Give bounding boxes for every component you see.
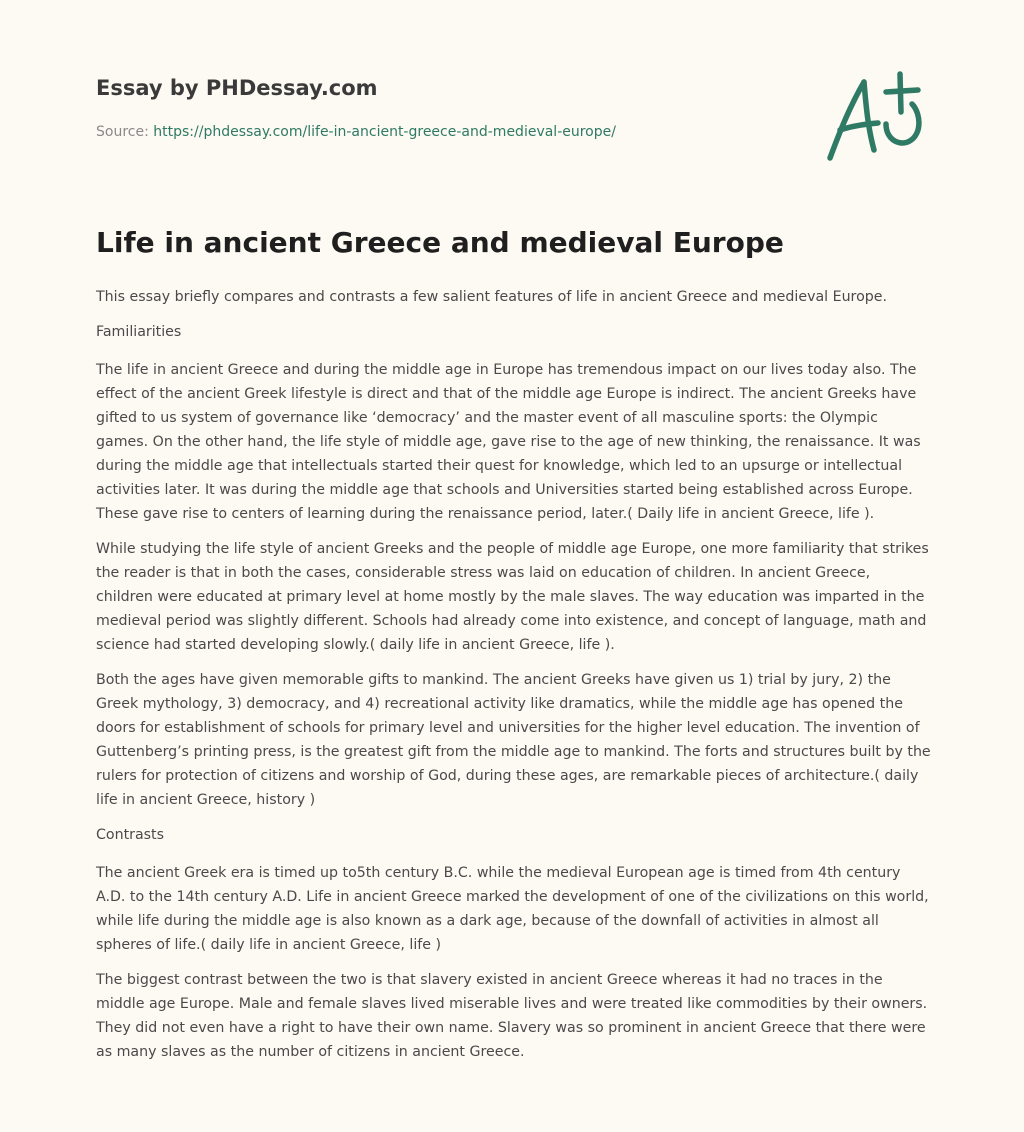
essay-paragraph: While studying the life style of ancient Greeks and the people of middle age Europe, one more familiarity that strikes the reader is that in both the cases, considerable stress was laid on education of children. In ancient Greece, children were educated at primary level at home mostly by the male slaves. The way education was imparted in the medieval period was slightly different. Schools had already come into existence, and concept of language, math and science had started developing slowly.( daily life in ancient Greece, life ). (96, 541, 929, 653)
a-plus-logo-icon (820, 66, 930, 166)
essay-title: Life in ancient Greece and medieval Europe (96, 226, 784, 259)
section-heading-contrasts: Contrasts (96, 827, 165, 843)
section-heading-familiarities: Familiarities (96, 324, 182, 340)
source-label: Source: (96, 124, 154, 140)
essay-paragraph: The life in ancient Greece and during the middle age in Europe has tremendous impact on our lives today also. The effect of the ancient Greek lifestyle is direct and that of the middle age Europe is indirect. The ancient Greeks have gifted to us system of governance like ‘democracy’ and the master event of all masculine sports: the Olympic games. On the other hand, the life style of middle age, gave rise to the age of new thinking, the renaissance. It was during the middle age that intellectuals started their quest for knowledge, which led to an upsurge or intellectual activities later. It was during the middle age that schools and Universities started being established across Europe. These gave rise to centers of learning during the renaissance period, later.( Daily life in ancient Greece, life ). (96, 362, 921, 522)
essay-paragraph: Both the ages have given memorable gifts to mankind. The ancient Greeks have given us 1) trial by jury, 2) the Greek mythology, 3) democracy, and 4) recreational activity like dramatics, while the middle age has opened the doors for establishment of schools for primary level and universities for the higher level education. The invention of Guttenberg’s printing press, is the greatest gift from the middle age to mankind. The forts and structures built by the rulers for protection of citizens and worship of God, during these ages, are remarkable pieces of architecture.( daily life in ancient Greece, history ) (96, 672, 931, 808)
essay-paragraph: The ancient Greek era is timed up to5th century B.C. while the medieval European age is timed from 4th century A.D. to the 14th century A.D. Life in ancient Greece marked the development of one of the civilizations on this world, while life during the middle age is also known as a dark age, because of the downfall of activities in almost all spheres of life.( daily life in ancient Greece, life ) (96, 865, 929, 953)
source-link[interactable]: https://phdessay.com/life-in-ancient-greece-and-medieval-europe/ (153, 124, 616, 140)
essay-paragraph: This essay briefly compares and contrasts a few salient features of life in ancient Greece and medieval Europe. (96, 289, 888, 305)
site-brand: Essay by PHDessay.com (96, 76, 378, 100)
source-line (96, 124, 616, 140)
essay-paragraph: The biggest contrast between the two is that slavery existed in ancient Greece whereas it had no traces in the middle age Europe. Male and female slaves lived miserable lives and were treated like commodities by their owners. They did not even have a right to have their own name. Slavery was so prominent in ancient Greece that there were as many slaves as the number of citizens in ancient Greece. (96, 972, 928, 1060)
essay-body (96, 285, 931, 1075)
